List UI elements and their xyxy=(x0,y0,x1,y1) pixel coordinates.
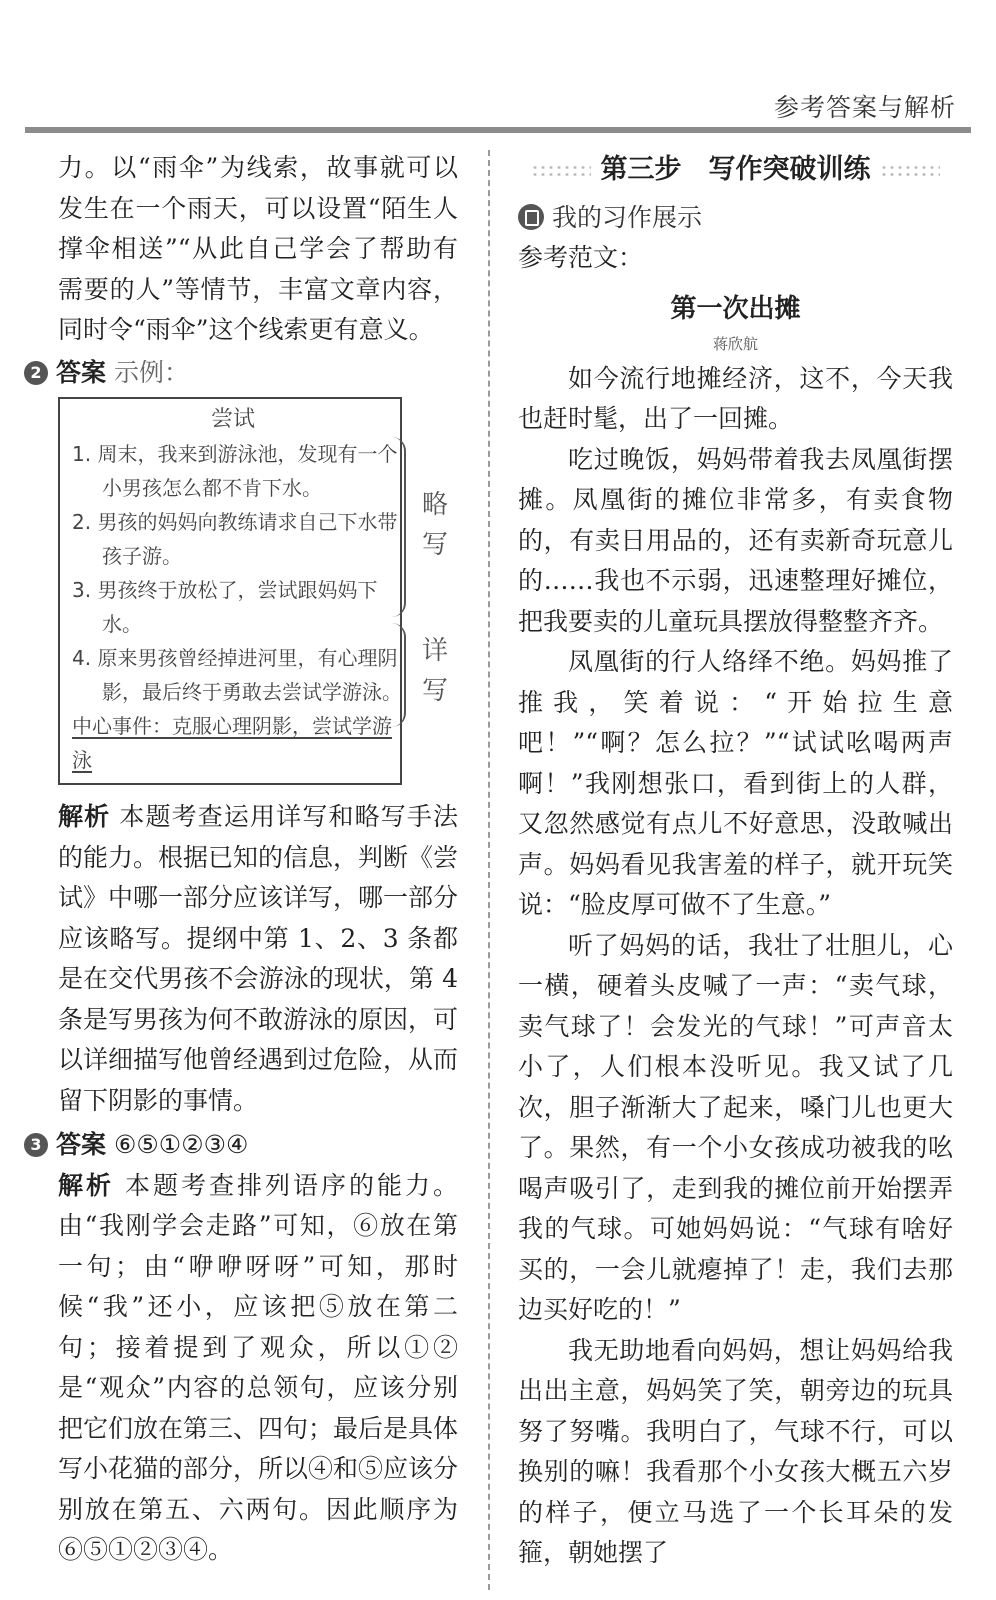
outline-box xyxy=(58,397,449,785)
side-note-brief: 略写 xyxy=(422,490,449,560)
essay-paragraph-4: 听了妈妈的话，我壮了壮胆儿，心一横，硬着头皮喊了一声：“卖气球，卖气球了！会发光的气球！”可声音太小了，人们根本没听见。我又试了几次，胆子渐渐大了起来，嗓门儿也更大了。果然，有一个小女孩成功被我的吆喝声吸引了，走到我的摊位前开始摆弄我的气球。可她妈妈说：“气球有啥好买的，一会儿就瘪掉了！走，我们去那边买好吃的！” xyxy=(518,930,953,1324)
outline-title: 尝试 xyxy=(210,407,255,432)
subhead-text: 我的习作展示 xyxy=(552,203,703,232)
header-title: 参考答案与解析 xyxy=(773,93,956,122)
reference-label: 参考范文： xyxy=(518,243,644,272)
intro-paragraph: 力。以“雨伞”为线索，故事就可以发生在一个雨天，可以设置“陌生人撑伞相送”“从此自己学会了帮助有需要的人”等情节，丰富文章内容，同时令“雨伞”这个线索更有意义。 xyxy=(58,153,458,344)
q2-answer-text: 示例： xyxy=(113,357,189,387)
left-column xyxy=(30,148,459,1571)
subhead xyxy=(518,198,953,238)
q3-number-badge: 3 xyxy=(24,1133,48,1157)
center-event-text: 克服心理阴影，尝试学游泳 xyxy=(72,714,392,772)
outline-center-event xyxy=(72,709,394,777)
outline-item-3: 3. 男孩终于放松了，尝试跟妈妈下水。 xyxy=(72,578,378,636)
q3-answer-line xyxy=(30,1125,458,1166)
section-title: 第三步 写作突破训练 xyxy=(600,154,871,185)
essay-paragraph-2: 吃过晚饭，妈妈带着我去凤凰街摆摊。凤凰街的摊位非常多，有卖食物的，有卖日用品的，还有卖新奇玩意儿的……我也不示弱，迅速整理好摊位，把我要卖的儿童玩具摆放得整整齐齐。 xyxy=(518,444,953,636)
essay-paragraph-3: 凤凰街的行人络绎不绝。妈妈推了推我，笑着说：“开始拉生意吧！”“啊？怎么拉？”“试试吆喝两声啊！”我刚想张口，看到街上的人群，又忽然感觉有点儿不好意思，没敢喊出声。妈妈看见我害羞的样子，就开玩笑说：“脸皮厚可做不了生意。” xyxy=(518,647,953,919)
q2-answer-line xyxy=(30,353,458,394)
essay-title: 第一次出摊 xyxy=(670,293,801,324)
essay-paragraph-5: 我无助地看向妈妈，想让妈妈给我出出主意，妈妈笑了笑，朝旁边的玩具努了努嘴。我明白了，气球不行，可以换别的嘛！我看那个小女孩大概五六岁的样子，便立马选了一个长耳朵的发箍，朝她摆了 xyxy=(518,1335,953,1567)
outline-item-4: 4. 原来男孩曾经掉进河里，有心理阴影，最后终于勇敢去尝试学游泳。 xyxy=(72,646,402,704)
header-rule xyxy=(25,127,971,133)
q3-analysis-label: 解析 xyxy=(58,1170,115,1200)
section-banner xyxy=(518,148,953,192)
outline-item-1: 1. 周末，我来到游泳池，发现有一个小男孩怎么都不肯下水。 xyxy=(72,442,398,500)
q3-analysis-text: 本题考查排列语序的能力。由“我刚学会走路”可知，⑥放在第一句；由“咿咿呀呀”可知，那时候“我”还小，应该把⑤放在第二句；接着提到了观众，所以①②是“观众”内容的总领句，应该分别把它们放在第三、四句；最后是具体写小花猫的部分，所以④和⑤应该分别放在第五、六两句。因此顺序为⑥⑤①②③④。 xyxy=(58,1170,459,1564)
q3-answer-text: ⑥⑤①②③④ xyxy=(113,1130,249,1159)
column-divider xyxy=(488,150,490,1590)
right-column xyxy=(518,148,953,1574)
q3-answer-label: 答案 xyxy=(56,1130,107,1159)
q2-analysis-label: 解析 xyxy=(58,802,111,831)
dots-decoration-right xyxy=(880,164,940,178)
q2-analysis xyxy=(58,797,458,1121)
q2-answer-label: 答案 xyxy=(56,357,107,387)
essay-paragraph-1: 如今流行地摊经济，这不，今天我也赶时髦，出了一回摊。 xyxy=(518,363,953,433)
q2-analysis-text: 本题考查运用详写和略写手法的能力。根据已知的信息，判断《尝试》中哪一部分应该详写，哪一部分应该略写。提纲中第 1、2、3 条都是在交代男孩不会游泳的现状，第 4 条是写男孩为何不敢游泳的原因，可以详细描写他曾经遇到过危险，从而留下阴影的事情。 xyxy=(58,802,459,1115)
outline-item-2: 2. 男孩的妈妈向教练请求自己下水带孩子游。 xyxy=(72,510,398,568)
center-event-label: 中心事件： xyxy=(72,714,172,738)
essay-author: 蒋欣航 xyxy=(712,334,758,353)
brace-brief xyxy=(390,437,406,617)
dots-decoration-left xyxy=(531,164,591,178)
brace-detail xyxy=(390,623,406,727)
q3-analysis xyxy=(58,1166,458,1571)
notebook-icon xyxy=(518,204,544,230)
side-note-detail: 详写 xyxy=(422,636,449,706)
q2-number-badge: 2 xyxy=(24,361,48,385)
